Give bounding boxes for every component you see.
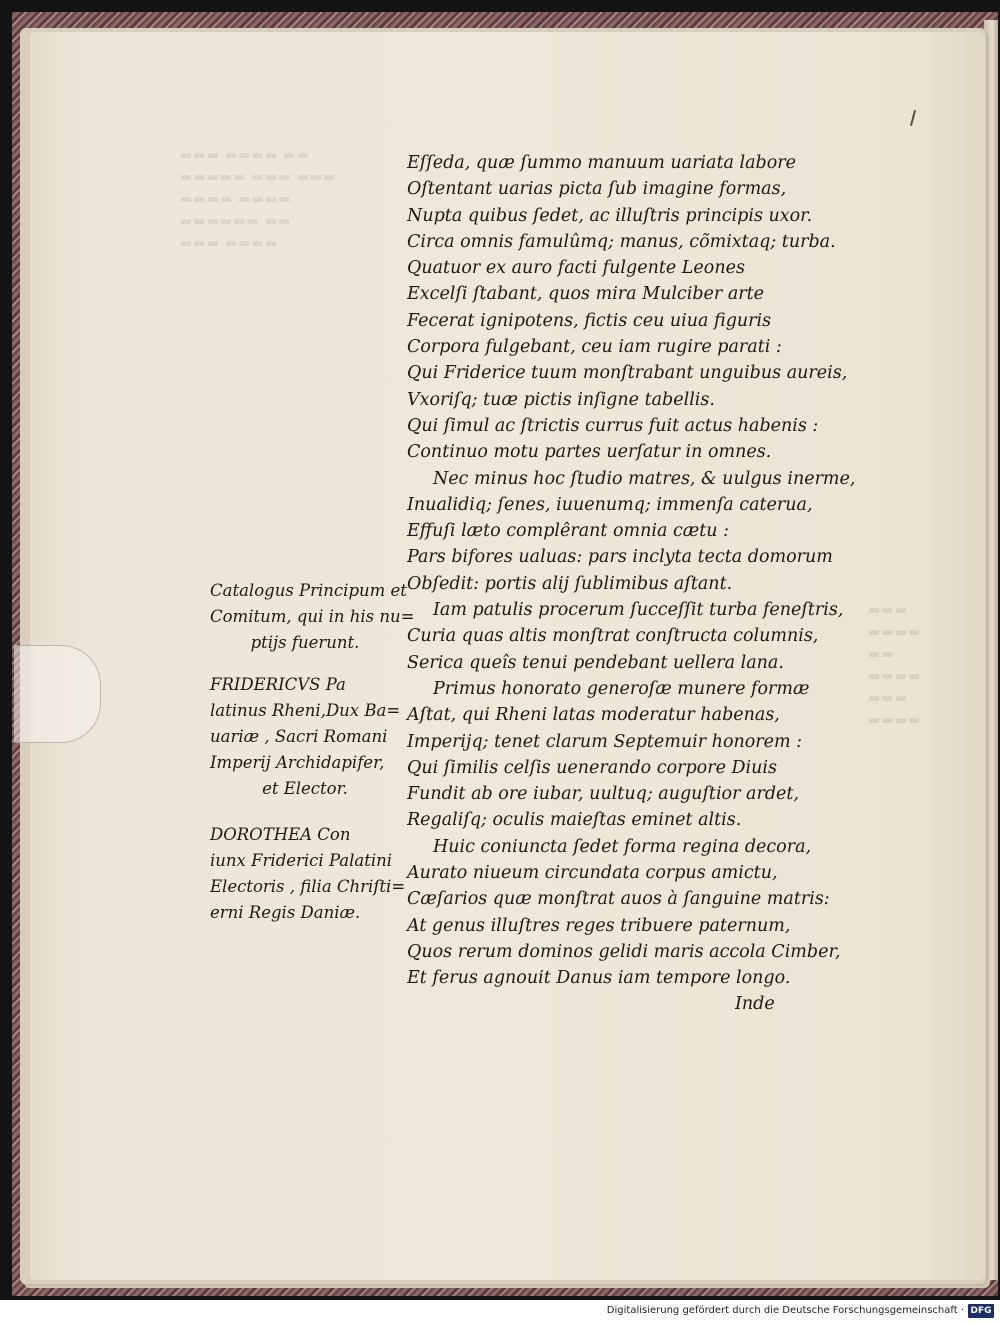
dfg-logo: DFG — [968, 1304, 994, 1318]
poem-line: Aurato niueum circundata corpus amictu, — [407, 863, 778, 884]
poem-line: Continuo motu partes uerſatur in omnes. — [407, 442, 772, 463]
poem-line: Quatuor ex auro facti fulgente Leones — [407, 258, 745, 279]
poem-line: Curia quas altis monſtrat conſtructa columnis, — [407, 626, 819, 647]
cover-edge — [984, 20, 998, 1280]
sidenote-line: uariæ , Sacri Romani — [210, 727, 388, 746]
page-clip-marker — [14, 645, 101, 743]
sidenote-line: Imperij Archidapifer, — [210, 753, 385, 772]
poem-line: Cæſarios quæ monſtrat auos à ſanguine matris: — [407, 889, 830, 910]
poem-line: Excelſi ſtabant, quos mira Mulciber arte — [407, 284, 765, 305]
poem-line: Pars bifores ualuas: pars inclyta tecta domorum — [407, 547, 833, 568]
sidenote-line: ptijs fuerunt. — [250, 633, 360, 652]
footer-bar — [0, 1300, 1000, 1324]
poem-line: Inualidiq; ſenes, iuuenumq; immenſa caterua, — [407, 494, 813, 515]
poem-line: Serica queîs tenui pendebant uellera lana. — [407, 652, 784, 673]
poem-line: Effuſi læto complêrant omnia cætu : — [407, 521, 730, 542]
sidenote-catalogus — [210, 578, 415, 656]
poem-line: Corpora fulgebant, ceu iam rugire parati : — [407, 337, 782, 358]
poem-line: Iam patulis procerum ſucceſſit turba feneſtris, — [433, 600, 844, 621]
poem-line: Nec minus hoc ſtudio matres, & uulgus inerme, — [433, 468, 856, 489]
poem-line: Oſtentant uarias picta ſub imagine formas, — [407, 179, 787, 200]
sidenote-line: Comitum, qui in his nu= — [210, 607, 415, 626]
poem-line: Aſtat, qui Rheni latas moderatur habenas, — [407, 705, 780, 726]
sidenote-fridericus — [210, 672, 400, 802]
sidenote-line: et Elector. — [262, 779, 348, 798]
poem-line: Fecerat ignipotens, fictis ceu uiua figuris — [407, 310, 772, 331]
poem-line: Fundit ab ore iubar, uultuq; auguſtior ardet, — [407, 784, 799, 805]
poem-line: Qui Friderice tuum monſtrabant unguibus aureis, — [407, 363, 848, 384]
poem-line: Obſedit: portis alij ſublimibus aſtant. — [407, 573, 733, 594]
poem-line: Imperijq; tenet clarum Septemuir honorem : — [407, 731, 803, 752]
show-through-text: ▬▬▬ ▬▬▬▬ ▬▬ ▬▬▬▬▬ ▬▬▬ ▬▬▬ ▬▬▬▬ ▬▬▬▬ ▬▬▬▬▬▬ ▬▬ ▬▬▬ ▬▬▬▬ — [180, 148, 337, 251]
poem-line: Quos rerum dominos gelidi maris accola Cimber, — [407, 941, 841, 962]
poem-line: Huic coniuncta ſedet forma regina decora, — [433, 836, 812, 857]
poem-line: Qui ſimul ac ſtrictis currus fuit actus habenis : — [407, 415, 819, 436]
poem-line: Primus honorato generoſæ munere formæ — [433, 678, 810, 699]
funding-credit: Digitalisierung gefördert durch die Deutsche Forschungsgemeinschaft · — [606, 1305, 964, 1316]
catchword: Inde — [735, 994, 775, 1014]
poem-text — [407, 150, 856, 992]
poem-line: Eſſeda, quæ ſummo manuum uariata labore — [407, 153, 796, 173]
show-through-text: ▬▬▬ ▬▬▬▬ ▬▬ ▬▬▬▬ ▬▬▬ ▬▬▬▬ — [868, 603, 922, 728]
sidenote-dorothea — [210, 822, 406, 926]
poem-line: At genus illuſtres reges tribuere paternum, — [407, 915, 791, 936]
sidenote-line: erni Regis Daniæ. — [210, 903, 361, 922]
poem-line: Circa omnis famulûmq; manus, cõmixtaq; turba. — [407, 231, 836, 252]
sidenote-line: FRIDERICVS Pa — [210, 675, 346, 694]
poem-line: Nupta quibus ſedet, ac illuſtris principis uxor. — [407, 205, 813, 226]
sidenote-line: Electoris , filia Chriſti= — [210, 877, 406, 896]
sidenote-line: Catalogus Principum et — [210, 581, 407, 600]
poem-line: Regaliſq; oculis maieſtas eminet altis. — [407, 810, 742, 831]
poem-line: Qui ſimilis celſis uenerando corpore Diuis — [407, 757, 777, 778]
sidenote-line: latinus Rheni,Dux Ba= — [210, 701, 401, 720]
poem-line: Vxoriſq; tuæ pictis inſigne tabellis. — [407, 389, 715, 410]
poem-line: Et ferus agnouit Danus iam tempore longo. — [407, 968, 791, 989]
sidenote-line: iunx Friderici Palatini — [210, 851, 393, 870]
sidenote-line: DOROTHEA Con — [210, 825, 351, 844]
